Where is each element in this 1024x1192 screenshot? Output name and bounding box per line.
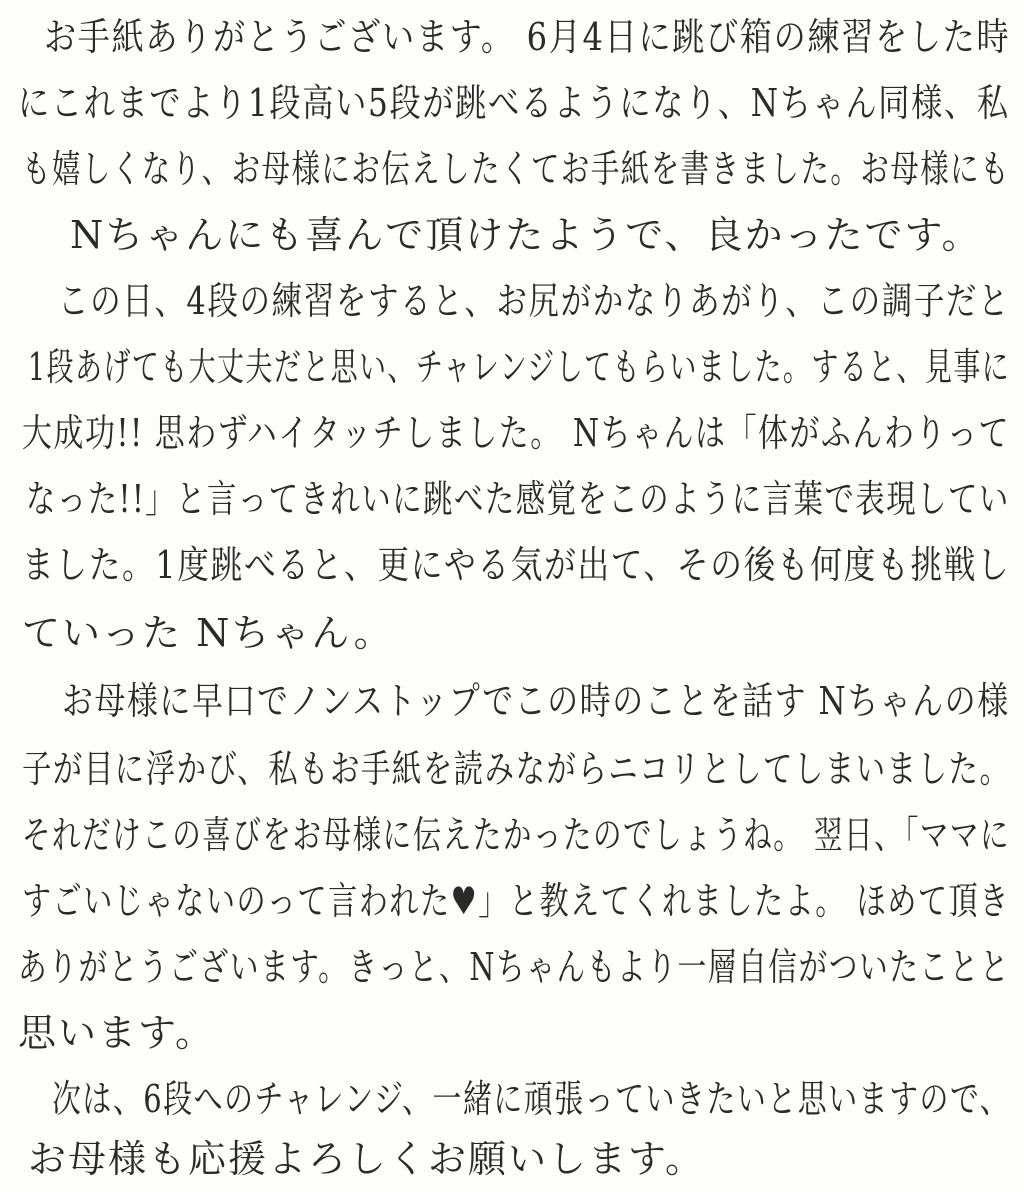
letter-line-13: それだけこの喜びをお母様に伝えたかったのでしょうね。 翌日、「ママに xyxy=(22,813,1011,857)
letter-line-3: も嬉しくなり、お母様にお伝えしたくてお手紙を書きました。お母様にも xyxy=(22,147,1011,191)
letter-line-17: 次は、6段へのチャレンジ、一緒に頑張っていきたいと思いますので、 xyxy=(52,1077,1011,1121)
letter-line-15: ありがとうございます。きっと、Nちゃんもより一層自信がついたことと xyxy=(18,945,1011,989)
letter-line-6: 1段あげても大丈夫だと思い、チャレンジしてもらいました。すると、見事に xyxy=(28,345,1011,389)
letter-line-11: お母様に早口でノンストップでこの時のことを話す Nちゃんの様 xyxy=(62,679,1010,723)
letter-line-7: 大成功!! 思わずハイタッチしました。 Nちゃんは「体がふんわりって xyxy=(22,411,1010,455)
letter-line-5: この日、4段の練習をすると、お尻がかなりあがり、この調子だと xyxy=(58,279,1011,323)
letter-line-4: Nちゃんにも喜んで頂けたようで、良かったです。 xyxy=(70,213,982,257)
letter-line-8: なった!!」と言ってきれいに跳べた感覚をこのように言葉で表現してい xyxy=(26,477,1010,521)
letter-line-2: にこれまでより1段高い5段が跳べるようになり、Nちゃん同様、私 xyxy=(18,81,1010,125)
letter-line-9: ました。1度跳べると、更にやる気が出て、その後も何度も挑戦し xyxy=(22,543,1011,587)
letter-line-14: すごいじゃないのって言われた♥」と教えてくれましたよ。 ほめて頂き xyxy=(22,879,1010,923)
letter-line-1: お手紙ありがとうございます。 6月4日に跳び箱の練習をした時 xyxy=(44,15,1011,59)
letter-line-12: 子が目に浮かび、私もお手紙を読みながらニコリとしてしまいました。 xyxy=(22,747,1011,791)
letter-line-10: ていった Nちゃん。 xyxy=(22,611,394,655)
letter-line-16: 思います。 xyxy=(18,1011,215,1055)
letter-line-18: お母様も応援よろしくお願いします。 xyxy=(28,1137,705,1181)
